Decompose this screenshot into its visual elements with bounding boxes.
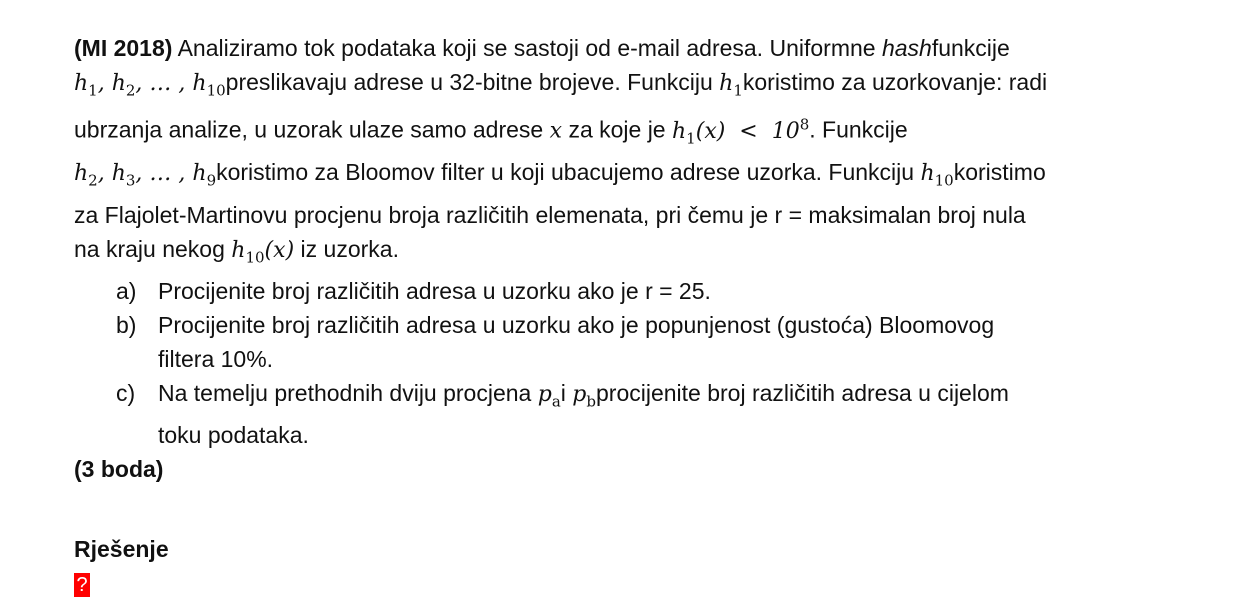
problem-text: Analiziramo tok podataka koji se sastoji od e-mail adresa. Uniformne: [177, 35, 876, 61]
item-text-part: i: [560, 379, 566, 406]
problem-text: na kraju nekog: [74, 235, 225, 262]
problem-text: funkcije: [931, 35, 1010, 61]
h10-math: $h_{10}$: [920, 161, 954, 190]
problem-text: koristimo: [953, 159, 1046, 186]
x-math: x: [549, 118, 563, 144]
item-label: b): [116, 311, 137, 338]
problem-text: ubrzanja analize, u uzorak ulaze samo adrese: [74, 116, 544, 143]
sampling-condition-math: $h_1(x) < 10^8$: [672, 115, 810, 148]
solution-heading: Rješenje: [74, 536, 169, 563]
solution-placeholder[interactable]: ?: [74, 573, 90, 597]
list-item: [116, 274, 1184, 308]
problem-text: . Funkcije: [809, 116, 908, 143]
problem-document: [74, 31, 1184, 600]
problem-line-3: [74, 107, 1184, 155]
problem-text: iz uzorka.: [300, 235, 399, 262]
hash-word: hash: [881, 35, 932, 61]
item-text-part: Na temelju prethodnih dviju procjena: [158, 379, 532, 406]
problem-line-6: [74, 232, 1184, 274]
problem-line-1: [74, 31, 1184, 65]
pb-math: $p_b$: [572, 381, 596, 411]
item-text: [158, 376, 1009, 418]
h10x-math: $h_{10}(x)$: [231, 237, 295, 266]
points-label: (3 boda): [74, 456, 164, 483]
item-text: Procijenite broj različitih adresa u uzorku ako je r = 25.: [158, 277, 711, 304]
problem-source: (MI 2018): [74, 35, 173, 61]
item-label: c): [116, 379, 136, 406]
list-item: [116, 308, 1184, 376]
problem-line-5: za Flajolet-Martinovu procjenu broja različitih elemenata, pri čemu je r = maksimalan broj nula: [74, 201, 1026, 228]
problem-line-2: [74, 65, 1184, 107]
item-label: a): [116, 277, 137, 304]
subquestion-list: [116, 274, 1184, 452]
bloom-functions-math: $h_2$, $h_3$, … , $h_9$: [74, 161, 217, 190]
problem-text: preslikavaju adrese u 32-bitne brojeve. Funkciju: [225, 69, 713, 95]
h1-math: $h_1$: [719, 71, 743, 100]
problem-text: koristimo za uzorkovanje: radi: [742, 69, 1048, 95]
problem-text: koristimo za Bloomov filter u koji ubacujemo adrese uzorka. Funkciju: [216, 159, 915, 186]
item-text-part: procijenite broj različitih adresa u cijelom: [596, 379, 1009, 406]
problem-text: za koje je: [568, 116, 666, 143]
hash-functions-math: $h_1$, $h_2$, … , $h_{10}$: [74, 71, 226, 100]
problem-line-4: [74, 155, 1184, 197]
pa-math: $p_a$: [537, 381, 561, 411]
item-text: toku podataka.: [158, 422, 309, 449]
item-text: Procijenite broj različitih adresa u uzorku ako je popunjenost (gustoća) Bloomovog: [158, 311, 995, 338]
item-text: filtera 10%.: [158, 345, 274, 372]
list-item: [116, 376, 1184, 452]
